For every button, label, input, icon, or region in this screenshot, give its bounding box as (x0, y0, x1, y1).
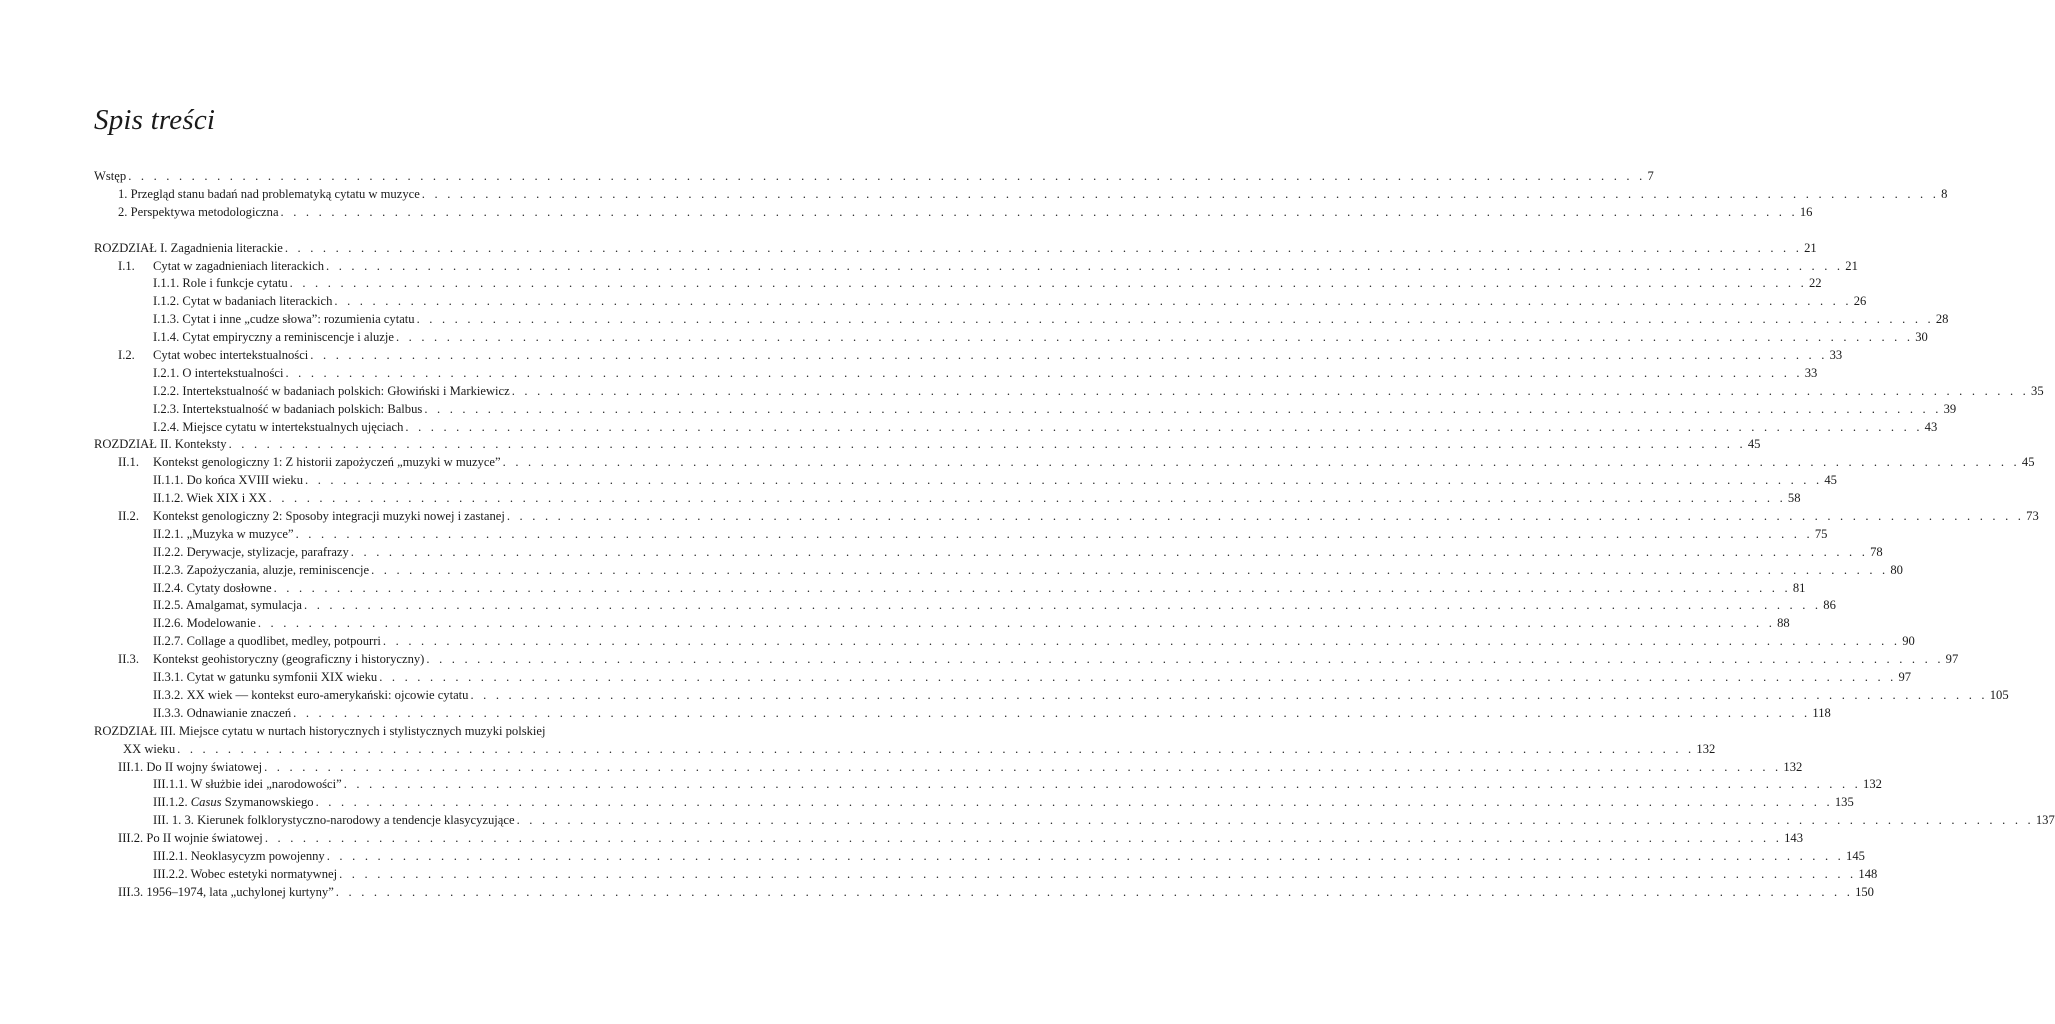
toc-leader-dots: . . . . . . . . . . . . . . . . . . . . . . . . . . . . . . . . . . . . . . . . . . . . . . . . . . . . . . . . . . . . . . . . . . . . . . . . . . . . . . . . . . . . . . . . . . . . . . . . . . . . . . . . . . . . . . . . . . . . . . . . (289, 276, 1807, 291)
toc-entry-page: 137 (2035, 813, 2055, 828)
toc-entry (94, 401, 1957, 419)
toc-entry-title: ROZDZIAŁ II. Konteksty (94, 436, 229, 454)
toc-entry-title: II.3.1. Cytat w gatunku symfonii XIX wieku (153, 669, 379, 687)
toc-entry-page: 132 (1696, 741, 1716, 756)
toc-entry-title (153, 794, 316, 812)
toc-leader-dots: . . . . . . . . . . . . . . . . . . . . . . . . . . . . . . . . . . . . . . . . . . . . . . . . . . . . . . . . . . . . . . . . . . . . . . . . . . . . . . . . . . . . . . . . . . . . . . . . . . . . . . . . . . . . . . . . . . . . . . . . (502, 455, 2020, 470)
toc-leader-dots: . . . . . . . . . . . . . . . . . . . . . . . . . . . . . . . . . . . . . . . . . . . . . . . . . . . . . . . . . . . . . . . . . . . . . . . . . . . . . . . . . . . . . . . . . . . . . . . . . . . . . . . . . . . . . . . . . . . . . . . . (293, 705, 1811, 720)
toc-entry-number: II.1. (118, 455, 139, 470)
toc-entry (94, 311, 1949, 329)
toc-entry-title: II.2.4. Cytaty dosłowne (153, 580, 274, 598)
toc-leader-dots: . . . . . . . . . . . . . . . . . . . . . . . . . . . . . . . . . . . . . . . . . . . . . . . . . . . . . . . . . . . . . . . . . . . . . . . . . . . . . . . . . . . . . . . . . . . . . . . . . . . . . . . . . . . . . . . . . . . . . . . . (379, 670, 1897, 685)
toc-entry-page: 43 (1924, 419, 1938, 434)
toc-entry (94, 454, 2035, 472)
toc-entry (94, 812, 2055, 830)
toc-leader-dots: . . . . . . . . . . . . . . . . . . . . . . . . . . . . . . . . . . . . . . . . . . . . . . . . . . . . . . . . . . . . . . . . . . . . . . . . . . . . . . . . . . . . . . . . . . . . . . . . . . . . . . . . . . . . . . . . . . . . . . . . (280, 204, 1798, 219)
toc-entry-page: 90 (1902, 634, 1915, 649)
toc-entry (94, 168, 1654, 186)
toc-leader-dots: . . . . . . . . . . . . . . . . . . . . . . . . . . . . . . . . . . . . . . . . . . . . . . . . . . . . . . . . . . . . . . . . . . . . . . . . . . . . . . . . . . . . . . . . . . . . . . . . . . . . . . . . . . . . . . . . . . . . . . . . (405, 419, 1923, 434)
toc-entry (94, 669, 1912, 687)
toc-entry-title: I.1.4. Cytat empiryczny a reminiscencje i aluzje (153, 329, 396, 347)
toc-entry-title: ROZDZIAŁ I. Zagadnienia literackie (94, 240, 285, 258)
toc-entry-title: III.2.1. Neoklasycyzm powojenny (153, 848, 327, 866)
toc-entry-page: 118 (1812, 705, 1831, 720)
toc-entry-page: 97 (1898, 670, 1912, 685)
toc-entry-page: 143 (1784, 831, 1803, 846)
toc-entry-page: 145 (1846, 848, 1865, 863)
toc-entry-title: II.2.3. Zapożyczania, aluzje, reminiscencje (153, 562, 371, 580)
toc-leader-dots: . . . . . . . . . . . . . . . . . . . . . . . . . . . . . . . . . . . . . . . . . . . . . . . . . . . . . . . . . . . . . . . . . . . . . . . . . . . . . . . . . . . . . . . . . . . . . . . . . . . . . . . . . . . . . . . . . . . . . . . . (315, 795, 1833, 810)
toc-leader-dots: . . . . . . . . . . . . . . . . . . . . . . . . . . . . . . . . . . . . . . . . . . . . . . . . . . . . . . . . . . . . . . . . . . . . . . . . . . . . . . . . . . . . . . . . . . . . . . . . . . . . . . . . . . . . . . . . . . . . . . . . (257, 616, 1776, 631)
toc-entry (94, 275, 1822, 293)
toc-entry-page: 39 (1943, 401, 1957, 416)
toc-entry (94, 544, 1883, 562)
toc-entry-title: I.1.2. Cytat w badaniach literackich (153, 293, 334, 311)
toc-entry-title-italic: Casus (190, 795, 222, 810)
toc-leader-dots: . . . . . . . . . . . . . . . . . . . . . . . . . . . . . . . . . . . . . . . . . . . . . . . . . . . . . . . . . . . . . . . . . . . . . . . . . . . . . . . . . . . . . . . . . . . . . . . . . . . . . . . . . . . . . . . . . . . . . . . . (421, 186, 1940, 201)
toc-entry-title: III.3. 1956–1974, lata „uchylonej kurtyny” (118, 884, 336, 902)
toc-leader-dots: . . . . . . . . . . . . . . . . . . . . . . . . . . . . . . . . . . . . . . . . . . . . . . . . . . . . . . . . . . . . . . . . . . . . . . . . . . . . . . . . . . . . . . . . . . . . . . . . . . . . . . . . . . . . . . . . . . . . . . . . (339, 866, 1857, 881)
toc-entry (94, 759, 1803, 777)
toc-leader-dots: . . . . . . . . . . . . . . . . . . . . . . . . . . . . . . . . . . . . . . . . . . . . . . . . . . . . . . . . . . . . . . . . . . . . . . . . . . . . . . . . . . . . . . . . . . . . . . . . . . . . . . . . . . . . . . . . . . . . . . . . (511, 383, 2030, 398)
toc-leader-dots: . . . . . . . . . . . . . . . . . . . . . . . . . . . . . . . . . . . . . . . . . . . . . . . . . . . . . . . . . . . . . . . . . . . . . . . . . . . . . . . . . . . . . . . . . . . . . . . . . . . . . . . . . . . . . . . . . . . . . . . . (371, 562, 1889, 577)
toc-entry-title: 2. Perspektywa metodologiczna (118, 204, 281, 222)
toc-entry-title-rest: Szymanowskiego (221, 795, 314, 810)
toc-entry-title: Kontekst genologiczny 2: Sposoby integracji muzyki nowej i zastanej (153, 508, 507, 526)
toc-entry (94, 615, 1790, 633)
toc-entry-page: 88 (1777, 616, 1790, 631)
toc-leader-dots: . . . . . . . . . . . . . . . . . . . . . . . . . . . . . . . . . . . . . . . . . . . . . . . . . . . . . . . . . . . . . . . . . . . . . . . . . . . . . . . . . . . . . . . . . . . . . . . . . . . . . . . . . . . . . . . . . . . . . . . . (304, 598, 1822, 613)
toc-leader-dots: . . . . . . . . . . . . . . . . . . . . . . . . . . . . . . . . . . . . . . . . . . . . . . . . . . . . . . . . . . . . . . . . . . . . . . . . . . . . . . . . . . . . . . . . . . . . . . . . . . . . . . . . . . . . . . . . . . . . . . . . (128, 169, 1646, 183)
toc-entry-page: 150 (1855, 884, 1874, 899)
toc-entry (94, 723, 630, 741)
toc-entry-page: 22 (1808, 276, 1822, 291)
toc-entry-title: I.2.2. Intertekstualność w badaniach polskich: Głowiński i Markiewicz (153, 383, 512, 401)
toc-entry-page: 45 (2021, 455, 2035, 470)
toc-entry (94, 419, 1938, 437)
toc-entry (94, 633, 1915, 651)
toc-entry-title: Kontekst geohistoryczny (geograficzny i historyczny) (153, 651, 426, 669)
toc-entry-title: I.2.4. Miejsce cytatu w intertekstualnych ujęciach (153, 419, 405, 437)
toc-entry (94, 240, 1817, 258)
toc-entry-title: Kontekst genologiczny 1: Z historii zapożyczeń „muzyki w muzyce” (153, 454, 503, 472)
toc-entry (94, 705, 1831, 723)
toc-entry-title: I.1.3. Cytat i inne „cudze słowa”: rozumienia cytatu (153, 311, 417, 329)
toc-leader-dots: . . . . . . . . . . . . . . . . . . . . . . . . . . . . . . . . . . . . . . . . . . . . . . . . . . . . . . . . . . . . . . . . . . . . . . . . . . . . . . . . . . . . . . . . . . . . . . . . . . . . . . . . . . . . . . . . . . . . . . . . (310, 348, 1828, 363)
toc-entry-page: 21 (1845, 258, 1858, 273)
toc-entry-page: 75 (1814, 526, 1828, 541)
toc-leader-dots: . . . . . . . . . . . . . . . . . . . . . . . . . . . . . . . . . . . . . . . . . . . . . . . . . . . . . . . . . . . . . . . . . . . . . . . . . . . . . . . . . . . . . . . . . . . . . . . . . . . . . . . . . . . . . . . . . . . . . . . . (416, 312, 1934, 327)
toc-entry (94, 293, 1867, 311)
toc-entry-page: 148 (1858, 866, 1878, 881)
toc-leader-dots: . . . . . . . . . . . . . . . . . . . . . . . . . . . . . . . . . . . . . . . . . . . . . . . . . . . . . . . . . . . . . . . . . . . . . . . . . . . . . . . . . . . . . . . . . . . . . . . . . . . . . . . . . . . . . . . . . . . . . . . . (305, 473, 1823, 488)
toc-entry (94, 776, 1882, 794)
toc-entry-title: II.2.2. Derywacje, stylizacje, parafrazy (153, 544, 351, 562)
toc-entry (94, 526, 1828, 544)
toc-entry-title: ROZDZIAŁ III. Miejsce cytatu w nurtach historycznych i stylistycznych muzyki polskiej (94, 723, 548, 741)
toc-entry (94, 204, 1813, 222)
toc-leader-dots: . . . . . . . . . . . . . . . . . . . . . . . . . . . . . . . . . . . . . . . . . . . . . . . . . . . . . . . . . . . . . . . . . . . . . . . . . . . . . . . . . . . . . . . . . . . . . . . . . . . . . . . . . . . . . . . . . . . . . . . . (284, 240, 1803, 255)
toc-leader-dots: . . . . . . . . . . . . . . . . . . . . . . . . . . . . . . . . . . . . . . . . . . . . . . . . . . . . . . . . . . . . . . . . . . . . . . . . . . . . . . . . . . . . . . . . . . . . . . . . . . . . . . . . . . . . . . . . . . . . . . . . (350, 544, 1869, 559)
toc-entry-page: 45 (1747, 437, 1761, 452)
toc-leader-dots: . . . . . . . . . . . . . . . . . . . . . . . . . . . . . . . . . . . . . . . . . . . . . . . . . . . . . . . . . . . . . . . . . . . . . . . . . . . . . . . . . . . . . . . . . . . . . . . . . . . . . . . . . . . . . . . . . . . . . . . . (273, 580, 1791, 595)
toc-entry-page: 80 (1890, 562, 1903, 577)
toc-leader-dots: . . . . . . . . . . . . . . . . . . . . . . . . . . . . . . . . . . . . . . . . . . . . . . . . . . . . . . . . . . . . . . . . . . . . . . . . . . . . . . . . . . . . . . . . . . . . . . . . . . . . . . . . . . . . . . . . . . . . . . . . (470, 687, 1988, 702)
toc-entry-title: I.2.3. Intertekstualność w badaniach polskich: Balbus (153, 401, 424, 419)
toc-leader-dots: . . . . . . . . . . . . . . . . . . . . . . . . . . . . . . . . . . . . . . . . . . . . . . . . . . . . . . . . . . . . . . . . . . . . . . . . . . . . . . . . . . . . . . . . . . . . . . . . . . . . . . . . . . . . . . . . . . . . . . . . (264, 831, 1783, 846)
toc-entry-page: 73 (2026, 509, 2039, 524)
toc-entry-page: 78 (1870, 544, 1883, 559)
toc-entry-title: III.1.1. W służbie idei „narodowości” (153, 776, 344, 794)
toc-leader-dots: . . . . . . . . . . . . . . . . . . . . . . . . . . . . . . . . . . . . . . . . . . . . . . . . . . . . . . . . . . . . . . . . . . . . . . . . . . . . . . . . . . . . . . . . . . . . . . . . . . . . . . . . . . . . . . . . . . . . . . . . (177, 741, 1695, 756)
toc-entry-page: 21 (1804, 240, 1817, 255)
toc-entry-page: 86 (1823, 598, 1836, 613)
toc-entry-page: 16 (1799, 204, 1813, 219)
toc-leader-dots: . . . . . . . . . . . . . . . . . . . . . . . . . . . . . . . . . . . . . . . . . . . . . . . . . . . . . . . . . . . . . . . . . . . . . . . . . . . . . . . . . . . . . . . . . . . . . . . . . . . . . . . . . . . . . . . . . . . . . . . . (382, 634, 1901, 649)
toc-entry (94, 794, 1854, 812)
toc-entry (94, 848, 1865, 866)
toc-leader-dots: . . . . . . . . . . . . . . . . . . . . . . . . . . . . . . . . . . . . . . . . . . . . . . . . . . . . . . . . . . . . . . . . . . . . . . . . . . . . . . . . . . . . . . . . . . . . . . . . . . . . . . . . . . . . . . . . . . . . . . . . (228, 437, 1746, 452)
toc-leader-dots: . . . . . . . . . . . . . . . . . . . . . . . . . . . . . . . . . . . . . . . . . . . . . . . . . . . . . . . . . . . . . . . . . . . . . . . . . . . . . . . . . . . . . . . . . . . . . . . . . . . . . . . . . . . . . . . . . . . . . . . . (326, 848, 1845, 863)
toc-entry-page: 33 (1804, 365, 1818, 380)
toc-entry (94, 830, 1803, 848)
toc-entry (94, 365, 1818, 383)
toc-entry-page: 7 (1647, 169, 1654, 183)
toc-leader-dots: . . . . . . . . . . . . . . . . . . . . . . . . . . . . . . . . . . . . . . . . . . . . . . . . . . . . . . . . . . . . . . . . . . . . . . . . . . . . . . . . . . . . . . . . . . . . . . . . . . . . . . . . . . . . . . . . . . . . . . . . (395, 330, 1914, 345)
toc-entry-page: 97 (1945, 652, 1959, 667)
toc-entry-title: Wstęp (94, 168, 128, 186)
toc-leader-dots: . . . . . . . . . . . . . . . . . . . . . . . . . . . . . . . . . . . . . . . . . . . . . . . . . . . . . . . . . . . . . . . . . . . . . . . . . . . . . . . . . . . . . . . . . . . . . . . . . . . . . . . . . . . . . . . . . . . . . . . . (424, 401, 1942, 416)
toc-entry-title: II.1.1. Do końca XVIII wieku (153, 472, 305, 490)
toc-entry (94, 597, 1836, 615)
toc-entry-page: 28 (1935, 312, 1949, 327)
toc-entry-page: 30 (1915, 330, 1928, 345)
toc-entry (94, 562, 1903, 580)
toc-leader-dots: . . . . . . . . . . . . . . . . . . . . . . . . . . . . . . . . . . . . . . . . . . . . . . . . . . . . . . . . . . . . . . . . . . . . . . . . . . . . . . . . . . . . . . . . . . . . . . . . . . . . . . . . . . . . . . . . . . . . . . . . (268, 491, 1786, 506)
toc-leader-dots: . . . . . . . . . . . . . . . . . . . . . . . . . . . . . . . . . . . . . . . . . . . . . . . . . . . . . . . . . . . . . . . . . . . . . . . . . . . . . . . . . . . . . . . . . . . . . . . . . . . . . . . . . . . . . . . . . . . . . . . . (326, 258, 1844, 273)
toc-entry-page: 135 (1834, 795, 1854, 810)
toc-leader-dots: . . . . . . . . . . . . . . . . . . . . . . . . . . . . . . . . . . . . . . . . . . . . . . . . . . . . . . . . . . . . . . . . . . . . . . . . . . . . . . . . . . . . . . . . . . . . . . . . . . . . . . . . . . . . . . . . . . . . . . . . (295, 526, 1813, 541)
toc-entry-title: II.1.2. Wiek XIX i XX (153, 490, 269, 508)
toc-entry (94, 651, 1959, 669)
toc-entry-title: I.1.1. Role i funkcje cytatu (153, 275, 290, 293)
toc-entry-page: 105 (1989, 687, 2009, 702)
toc-leader-dots: . . . . . . . . . . . . . . . . . . . . . . . . . . . . . . . . . . . . . . . . . . . . . . . . . . . . . . . . . . . . . . . . . . . . . . . . . . . . . . . . . . . . . . . . . . . . . . . . . . . . . . . . . . . . . . . . . . . . . . . . (343, 777, 1862, 792)
toc-entry-number: II.3. (118, 652, 139, 667)
toc-entry-title: II.2.7. Collage a quodlibet, medley, potpourri (153, 633, 383, 651)
toc-entry-title: II.2.5. Amalgamat, symulacja (153, 597, 304, 615)
toc-entry (94, 741, 1716, 759)
toc-leader-dots: . . . . . . . . . . . . . . . . . . . . . . . . . . . . . . . . . . . . . . . . . . . . . . . . . . . . . . . . . . . . . . . . . . . . . . . . . . . . . . . . . . . . . . . . . . . . . . . . . . . . . . . . . . . . . . . . . . . . . . . . (264, 759, 1782, 774)
toc-entry-title: XX wieku (123, 741, 177, 759)
toc-entry (94, 186, 1948, 204)
toc-entry-page: 81 (1792, 580, 1806, 595)
page-title: Spis treści (94, 104, 216, 136)
toc-leader-dots: . . . . . . . . . . . . . . . . . . . . . . . . . . . . . . . . . . . . . . . . . . . . . . . . . . . . . . . . . . . . . . . . . . . . . . . . . . . . . . . . . . . . . . . . . . . . . . . . . . . . . . . . . . . . . . . . . . . . . . . . (516, 813, 2034, 828)
toc-entry (94, 472, 1837, 490)
toc-entry (94, 866, 1878, 884)
toc-entry-page: 45 (1824, 473, 1837, 488)
toc-entry-title: Cytat w zagadnieniach literackich (153, 258, 326, 276)
toc-entry-title: III. 1. 3. Kierunek folklorystyczno-narodowy a tendencje klasycyzujące (153, 812, 517, 830)
toc-entry-page: 35 (2031, 383, 2044, 398)
toc-entry-page: 58 (1787, 491, 1801, 506)
toc-entry (94, 347, 1843, 365)
toc-entry-number: I.1. (118, 258, 135, 273)
toc-entry-page: 132 (1783, 759, 1803, 774)
table-of-contents (94, 168, 2055, 902)
toc-entry (94, 436, 1761, 454)
toc-entry-title: III.2. Po II wojnie światowej (118, 830, 265, 848)
toc-leader-dots: . . . . . . . . . . . . . . . . . . . . . . . . . . . . . . . . . . . . . . . . . . . . . . . . . . . . . . . . . . . . . . . . . . . . . . . . . . . . . . . . . . . . . . . . . . . . . . . . . . . . . . . . . . . . . . . . . . . . . . . . (285, 365, 1803, 380)
toc-entry-title: 1. Przegląd stanu badań nad problematyką cytatu w muzyce (118, 186, 422, 204)
toc-entry-title: III.1. Do II wojny światowej (118, 759, 264, 777)
toc-entry-page: 26 (1853, 294, 1867, 309)
toc-entry (94, 329, 1928, 347)
toc-entry (94, 687, 2009, 705)
toc-entry-title: Cytat wobec intertekstualności (153, 347, 310, 365)
toc-entry (94, 383, 2044, 401)
toc-entry (94, 490, 1801, 508)
toc-entry-title: II.2.6. Modelowanie (153, 615, 258, 633)
toc-entry (94, 580, 1806, 598)
toc-entry-page: 33 (1829, 348, 1843, 363)
toc-entry (94, 884, 1874, 902)
toc-entry (94, 508, 2039, 526)
toc-leader-dots: . . . . . . . . . . . . . . . . . . . . . . . . . . . . . . . . . . . . . . . . . . . . . . . . . . . . . . . . . . . . . . . . . . . . . . . . . . . . . . . . . . . . . . . . . . . . . . . . . . . . . . . . . . . . . . . . . . . . . . . . (334, 294, 1852, 309)
toc-leader-dots: . . . . . . . . . . . . . . . . . . . . . . . . . . . . . . . . . . . . . . . . . . . . . . . . . . . . . . . . . . . . . . . . . . . . . . . . . . . . . . . . . . . . . . . . . . . . . . . . . . . . . . . . . . . . . . . . . . . . . . . . (426, 652, 1944, 667)
toc-entry-title: II.2.1. „Muzyka w muzyce” (153, 526, 296, 544)
toc-entry-title: II.3.3. Odnawianie znaczeń (153, 705, 293, 723)
toc-entry-title: III.2.2. Wobec estetyki normatywnej (153, 866, 339, 884)
toc-entry-title: I.2.1. O intertekstualności (153, 365, 285, 383)
toc-entry (94, 258, 1858, 276)
toc-entry-page: 132 (1863, 777, 1882, 792)
toc-entry-title: II.3.2. XX wiek — kontekst euro-amerykański: ojcowie cytatu (153, 687, 470, 705)
toc-entry-page: 8 (1941, 186, 1948, 201)
toc-leader-dots: . . . . . . . . . . . . . . . . . . . . . . . . . . . . . . . . . . . . . . . . . . . . . . . . . . . . . . . . . . . . . . . . . . . . . . . . . . . . . . . . . . . . . . . . . . . . . . . . . . . . . . . . . . . . . . . . . . . . . . . . (335, 884, 1854, 899)
toc-entry-number: I.2. (118, 348, 135, 363)
toc-entry-title-prefix: III.1.2. (153, 795, 191, 810)
toc-leader-dots: . . . . . . . . . . . . . . . . . . . . . . . . . . . . . . . . . . . . . . . . . . . . . . . . . . . . . . . . . . . . . . . . . . . . . . . . . . . . . . . . . . . . . . . . . . . . . . . . . . . . . . . . . . . . . . . . . . . . . . . . (506, 509, 2025, 524)
toc-entry-number: II.2. (118, 509, 139, 524)
